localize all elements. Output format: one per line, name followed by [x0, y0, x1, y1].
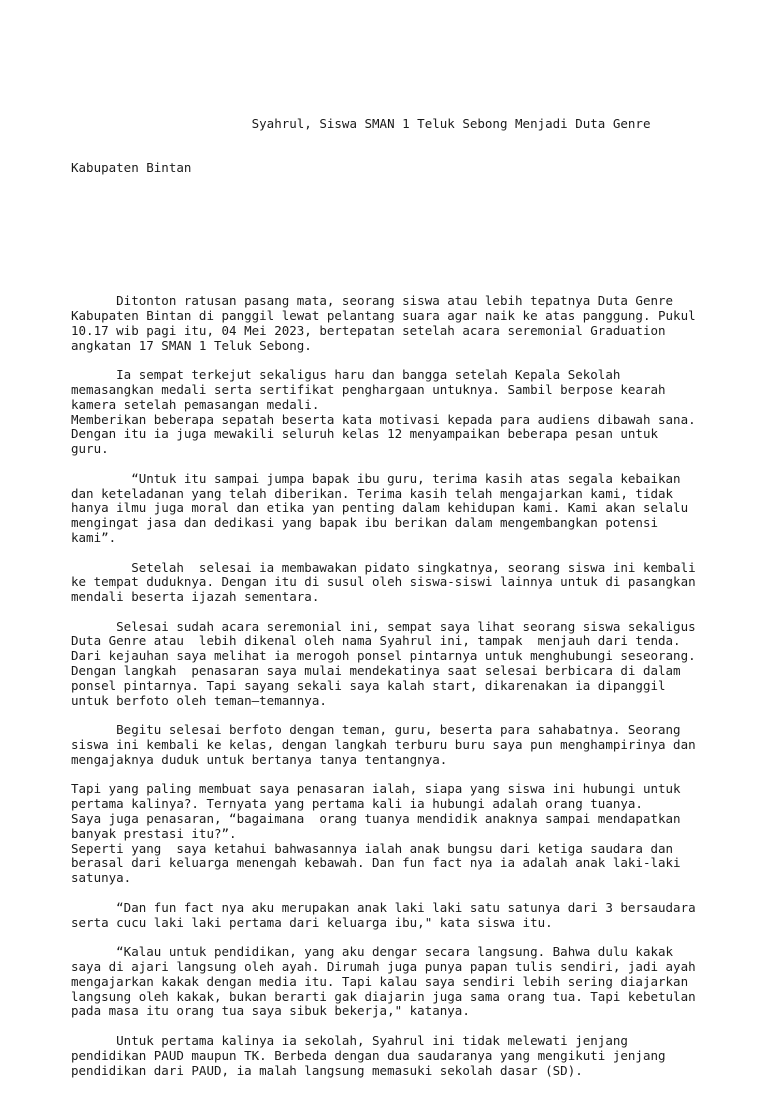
- paragraph-line: hanya ilmu juga moral dan etika yan penting dalam kehidupan kami. Kami akan selalu: [71, 500, 689, 516]
- blank-line: [71, 205, 711, 220]
- blank-line: [71, 708, 711, 723]
- paragraph: [71, 901, 711, 931]
- paragraph-line: kami”.: [71, 529, 117, 545]
- paragraph-line: Ditonton ratusan pasang mata, seorang siswa atau lebih tepatnya Duta Genre: [71, 293, 674, 309]
- blank-line: [71, 1019, 711, 1034]
- paragraph: [71, 472, 711, 546]
- paragraph-line: langsung oleh kakak, bukan berarti gak diajarin juga sama orang tua. Tapi kebetulan: [71, 988, 696, 1004]
- paragraph-line: pada masa itu orang tua saya sibuk bekerja," katanya.: [71, 1003, 470, 1019]
- paragraph-line: saya di ajari langsung oleh ayah. Dirumah juga punya papan tulis sendiri, jadi ayah: [71, 959, 696, 975]
- blank-line: [71, 886, 711, 901]
- paragraph-line: serta cucu laki laki pertama dari keluarga ibu," kata siswa itu.: [71, 914, 553, 930]
- paragraph-line: pertama kalinya?. Ternyata yang pertama kali ia hubungi adalah orang tuanya.: [71, 796, 643, 812]
- paragraph: [71, 620, 711, 709]
- paragraph: [71, 294, 711, 353]
- paragraph: [71, 945, 711, 1019]
- paragraph-line: Setelah selesai ia membawakan pidato singkatnya, seorang siswa ini kembali: [71, 559, 696, 575]
- blank-line: [71, 250, 711, 265]
- paragraph: [71, 723, 711, 767]
- paragraph-line: Ia sempat terkejut sekaligus haru dan bangga setelah Kepala Sekolah: [71, 367, 621, 383]
- paragraph-line: Saya juga penasaran, “bagaimana orang tuanya mendidik anaknya sampai mendapatkan: [71, 811, 681, 827]
- paragraph-line: Dengan itu ia juga mewakili seluruh kelas 12 menyampaikan beberapa pesan untuk: [71, 426, 658, 442]
- paragraph-line: Dengan langkah penasaran saya mulai mendekatinya saat selesai berbicara di dalam: [71, 663, 681, 679]
- paragraph: [71, 1034, 711, 1078]
- paragraph-line: guru.: [71, 441, 109, 457]
- paragraph-line: Tapi yang paling membuat saya penasaran ialah, siapa yang siswa ini hubungi untuk: [71, 781, 681, 797]
- paragraph-line: mendali beserta ijazah sementara.: [71, 589, 320, 605]
- paragraph-line: memasangkan medali serta sertifikat penghargaan untuknya. Sambil berpose kearah: [71, 381, 666, 397]
- paragraph-line: angkatan 17 SMAN 1 Teluk Sebong.: [71, 337, 312, 353]
- paragraph-line: Memberikan beberapa sepatah beserta kata motivasi kepada para audiens dibawah sana.: [71, 411, 696, 427]
- blank-line: [71, 353, 711, 368]
- paragraph-line: mengajaknya duduk untuk bertanya tanya tentangnya.: [71, 751, 448, 767]
- paragraph-list: [71, 294, 711, 1078]
- paragraph-line: “Kalau untuk pendidikan, yang aku dengar secara langsung. Bahwa dulu kakak: [71, 944, 674, 960]
- title-line-2: Kabupaten Bintan: [71, 159, 192, 175]
- paragraph-line: Kabupaten Bintan di panggil lewat pelantang suara agar naik ke atas panggung. Pukul: [71, 307, 696, 323]
- paragraph-line: dan keteladanan yang telah diberikan. Terima kasih telah mengajarkan kami, tidak: [71, 485, 674, 501]
- paragraph-line: ke tempat duduknya. Dengan itu di susul oleh siswa-siswi lainnya untuk di pasangkan: [71, 574, 696, 590]
- paragraph-line: mengajarkan kakak dengan media itu. Tapi kalau saya sendiri lebih sering diajarkan: [71, 973, 689, 989]
- paragraph-line: untuk berfoto oleh teman–temannya.: [71, 692, 327, 708]
- blank-line: [71, 768, 711, 783]
- paragraph: [71, 561, 711, 605]
- paragraph: [71, 782, 711, 886]
- paragraph-line: “Dan fun fact nya aku merupakan anak laki laki satu satunya dari 3 bersaudara: [71, 899, 696, 915]
- paragraph-line: satunya.: [71, 870, 132, 886]
- paragraph-line: Duta Genre atau lebih dikenal oleh nama Syahrul ini, tampak menjauh dari tenda.: [71, 633, 681, 649]
- paragraph-line: Untuk pertama kalinya ia sekolah, Syahrul ini tidak melewati jenjang: [71, 1033, 628, 1048]
- blank-line: [71, 605, 711, 620]
- blank-line: [71, 457, 711, 472]
- document-body: [71, 87, 711, 1108]
- paragraph-line: Begitu selesai berfoto dengan teman, guru, beserta para sahabatnya. Seorang: [71, 722, 681, 738]
- paragraph-line: “Untuk itu sampai jumpa bapak ibu guru, terima kasih atas segala kebaikan: [71, 470, 681, 486]
- paragraph-line: banyak prestasi itu?”.: [71, 825, 237, 841]
- paragraph-line: Seperti yang saya ketahui bahwasannya ialah anak bungsu dari ketiga saudara dan: [71, 840, 674, 856]
- blank-line: [71, 546, 711, 561]
- paragraph-line: kamera setelah pemasangan medali.: [71, 396, 320, 412]
- paragraph-line: siswa ini kembali ke kelas, dengan langkah terburu buru saya pun menghampirinya dan: [71, 737, 696, 753]
- paragraph-line: berasal dari keluarga menengah kebawah. Dan fun fact nya ia adalah anak laki-laki: [71, 855, 681, 871]
- paragraph-line: Selesai sudah acara seremonial ini, sempat saya lihat seorang siswa sekaligus: [71, 618, 696, 634]
- title-line-1: Syahrul, Siswa SMAN 1 Teluk Sebong Menjadi Duta Genre: [71, 115, 651, 131]
- blank-line: [71, 930, 711, 945]
- paragraph-line: Dari kejauhan saya melihat ia merogoh ponsel pintarnya untuk menghubungi seseorang.: [71, 648, 696, 664]
- paragraph-line: pendidikan dari PAUD, ia malah langsung memasuki sekolah dasar (SD).: [71, 1062, 583, 1078]
- paragraph-line: 10.17 wib pagi itu, 04 Mei 2023, bertepatan setelah acara seremonial Graduation: [71, 322, 666, 338]
- paragraph-line: mengingat jasa dan dedikasi yang bapak ibu berikan dalam mengembangkan potensi: [71, 515, 658, 531]
- paragraph-line: pendidikan PAUD maupun TK. Berbeda dengan dua saudaranya yang mengikuti jenjang: [71, 1047, 666, 1063]
- paragraph: [71, 368, 711, 457]
- paragraph-line: ponsel pintarnya. Tapi sayang sekali saya kalah start, dikarenakan ia dipanggil: [71, 677, 666, 693]
